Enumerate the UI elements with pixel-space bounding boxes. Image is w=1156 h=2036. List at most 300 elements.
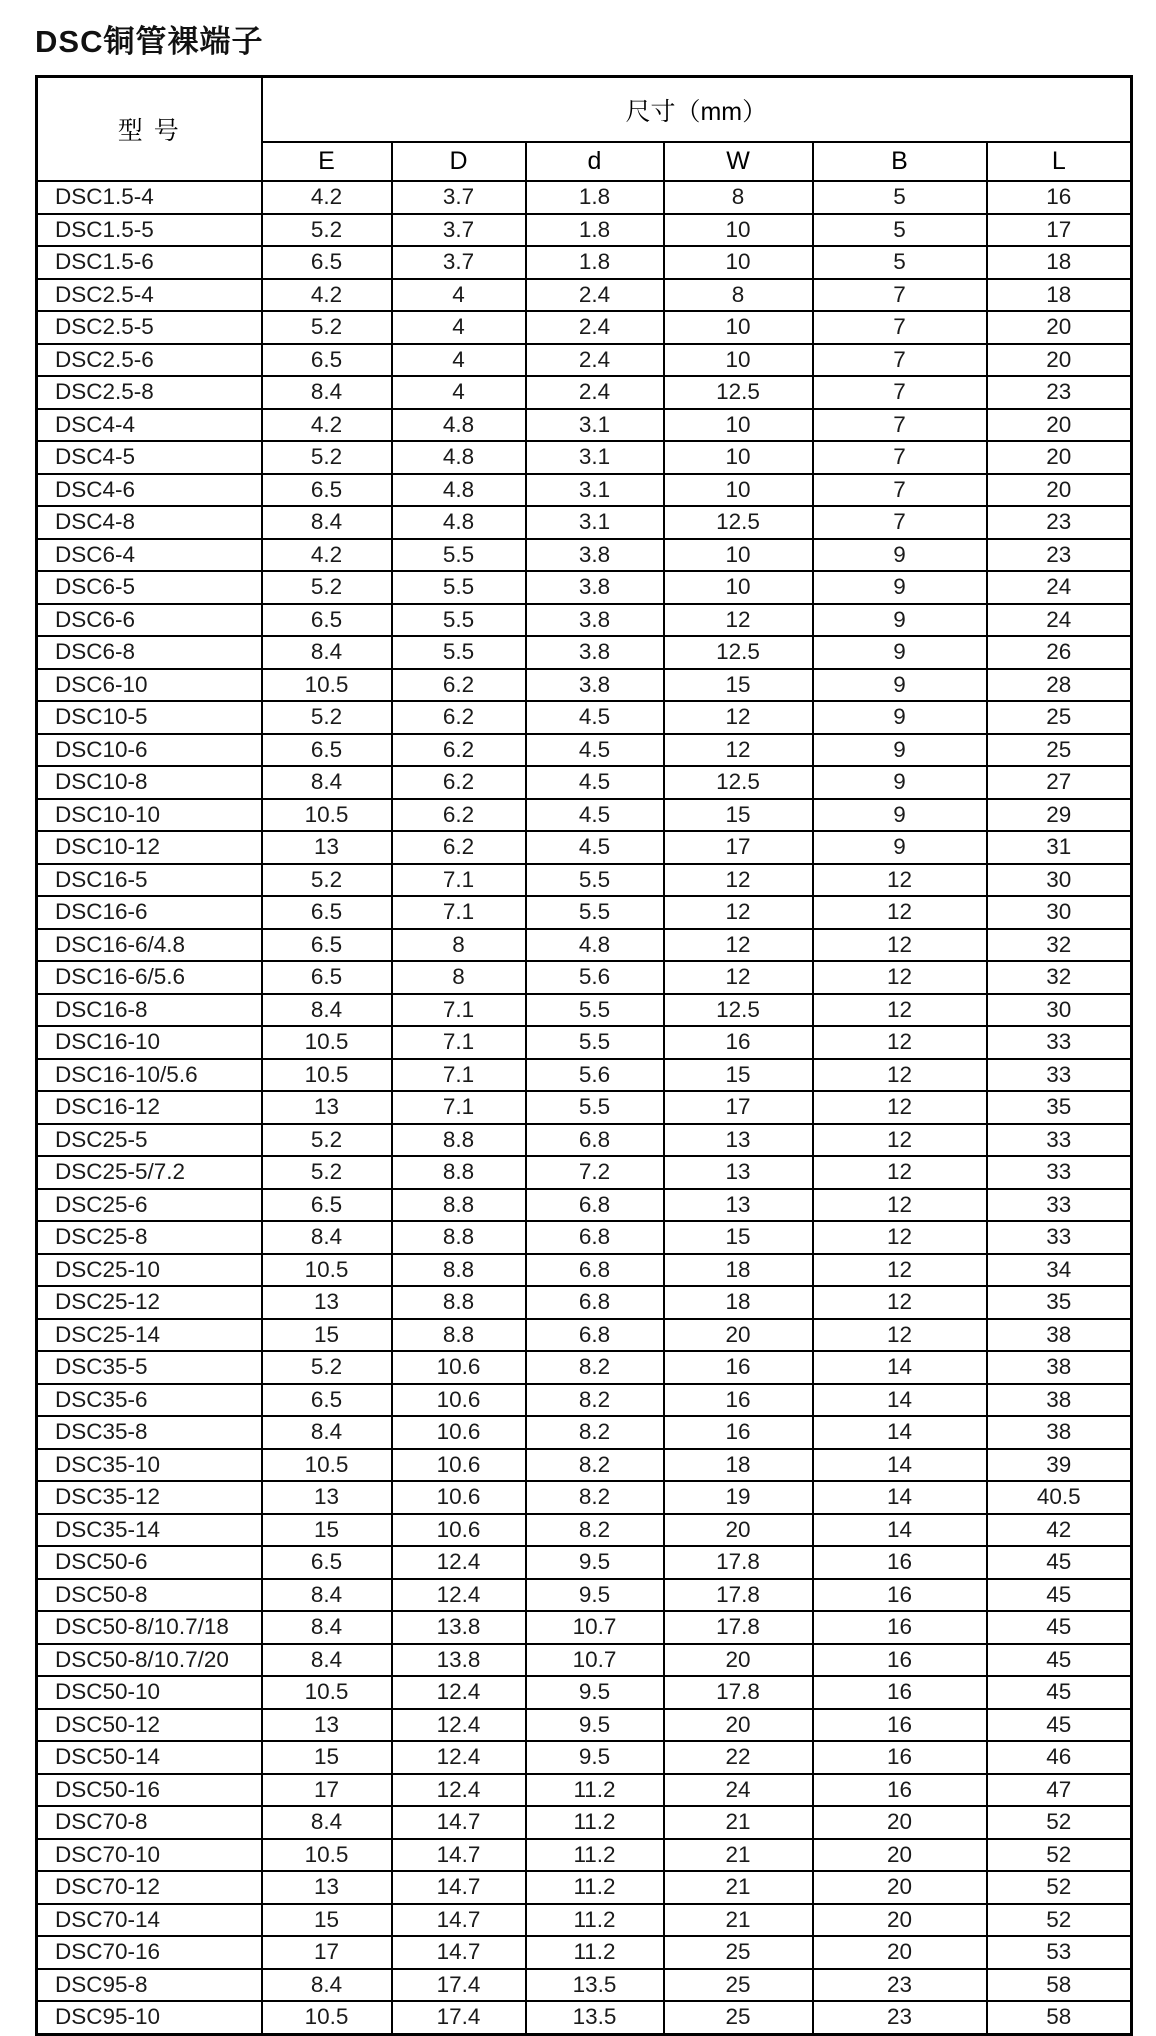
table-row bbox=[37, 1449, 1132, 1482]
value-cell-L: 35 bbox=[987, 1091, 1132, 1124]
value-cell-D: 12.4 bbox=[392, 1546, 526, 1579]
value-cell-L: 20 bbox=[987, 311, 1132, 344]
value-cell-B: 9 bbox=[813, 734, 987, 767]
value-cell-L: 16 bbox=[987, 181, 1132, 214]
value-cell-E: 5.2 bbox=[262, 1124, 392, 1157]
table-row bbox=[37, 2001, 1132, 2034]
value-cell-D: 12.4 bbox=[392, 1579, 526, 1612]
value-cell-L: 45 bbox=[987, 1709, 1132, 1742]
value-cell-d: 2.4 bbox=[526, 311, 664, 344]
table-row bbox=[37, 1286, 1132, 1319]
value-cell-L: 30 bbox=[987, 896, 1132, 929]
value-cell-W: 10 bbox=[664, 441, 813, 474]
value-cell-L: 30 bbox=[987, 994, 1132, 1027]
value-cell-B: 20 bbox=[813, 1904, 987, 1937]
value-cell-B: 16 bbox=[813, 1579, 987, 1612]
value-cell-E: 10.5 bbox=[262, 2001, 392, 2034]
value-cell-E: 8.4 bbox=[262, 994, 392, 1027]
table-row bbox=[37, 1156, 1132, 1189]
value-cell-E: 5.2 bbox=[262, 441, 392, 474]
value-cell-L: 38 bbox=[987, 1384, 1132, 1417]
value-cell-d: 5.5 bbox=[526, 994, 664, 1027]
value-cell-B: 16 bbox=[813, 1774, 987, 1807]
value-cell-d: 3.8 bbox=[526, 669, 664, 702]
value-cell-B: 5 bbox=[813, 181, 987, 214]
value-cell-E: 5.2 bbox=[262, 864, 392, 897]
value-cell-E: 10.5 bbox=[262, 1449, 392, 1482]
value-cell-d: 4.5 bbox=[526, 734, 664, 767]
value-cell-L: 24 bbox=[987, 604, 1132, 637]
value-cell-B: 7 bbox=[813, 311, 987, 344]
table-row bbox=[37, 1481, 1132, 1514]
value-cell-W: 13 bbox=[664, 1189, 813, 1222]
value-cell-D: 8.8 bbox=[392, 1319, 526, 1352]
table-row bbox=[37, 279, 1132, 312]
value-cell-L: 38 bbox=[987, 1416, 1132, 1449]
value-cell-D: 14.7 bbox=[392, 1806, 526, 1839]
value-cell-W: 18 bbox=[664, 1286, 813, 1319]
model-cell: DSC6-4 bbox=[37, 539, 262, 572]
model-cell: DSC2.5-4 bbox=[37, 279, 262, 312]
value-cell-d: 9.5 bbox=[526, 1676, 664, 1709]
value-cell-E: 10.5 bbox=[262, 1059, 392, 1092]
value-cell-B: 20 bbox=[813, 1936, 987, 1969]
table-row bbox=[37, 246, 1132, 279]
value-cell-L: 26 bbox=[987, 636, 1132, 669]
table-row bbox=[37, 799, 1132, 832]
value-cell-E: 5.2 bbox=[262, 701, 392, 734]
model-cell: DSC16-8 bbox=[37, 994, 262, 1027]
model-cell: DSC35-6 bbox=[37, 1384, 262, 1417]
value-cell-D: 8.8 bbox=[392, 1124, 526, 1157]
value-cell-B: 7 bbox=[813, 344, 987, 377]
table-row bbox=[37, 864, 1132, 897]
value-cell-D: 5.5 bbox=[392, 636, 526, 669]
model-cell: DSC95-10 bbox=[37, 2001, 262, 2034]
value-cell-D: 5.5 bbox=[392, 539, 526, 572]
model-cell: DSC50-8 bbox=[37, 1579, 262, 1612]
value-cell-B: 12 bbox=[813, 1091, 987, 1124]
model-cell: DSC6-6 bbox=[37, 604, 262, 637]
value-cell-L: 30 bbox=[987, 864, 1132, 897]
table-row bbox=[37, 1416, 1132, 1449]
value-cell-d: 9.5 bbox=[526, 1709, 664, 1742]
value-cell-B: 14 bbox=[813, 1416, 987, 1449]
value-cell-L: 23 bbox=[987, 376, 1132, 409]
value-cell-D: 7.1 bbox=[392, 1059, 526, 1092]
value-cell-E: 8.4 bbox=[262, 1644, 392, 1677]
model-cell: DSC50-8/10.7/18 bbox=[37, 1611, 262, 1644]
value-cell-d: 8.2 bbox=[526, 1416, 664, 1449]
value-cell-W: 16 bbox=[664, 1416, 813, 1449]
model-cell: DSC10-8 bbox=[37, 766, 262, 799]
value-cell-W: 12.5 bbox=[664, 376, 813, 409]
value-cell-d: 5.6 bbox=[526, 1059, 664, 1092]
value-cell-D: 10.6 bbox=[392, 1514, 526, 1547]
table-row bbox=[37, 1384, 1132, 1417]
value-cell-D: 4 bbox=[392, 344, 526, 377]
value-cell-d: 3.8 bbox=[526, 571, 664, 604]
value-cell-E: 8.4 bbox=[262, 636, 392, 669]
value-cell-E: 6.5 bbox=[262, 1189, 392, 1222]
table-row bbox=[37, 994, 1132, 1027]
value-cell-B: 16 bbox=[813, 1741, 987, 1774]
value-cell-D: 4 bbox=[392, 376, 526, 409]
value-cell-d: 2.4 bbox=[526, 376, 664, 409]
value-cell-E: 8.4 bbox=[262, 766, 392, 799]
value-cell-W: 12 bbox=[664, 896, 813, 929]
table-row bbox=[37, 1026, 1132, 1059]
column-header-B: B bbox=[813, 142, 987, 181]
value-cell-B: 7 bbox=[813, 441, 987, 474]
value-cell-B: 7 bbox=[813, 409, 987, 442]
value-cell-D: 17.4 bbox=[392, 1969, 526, 2002]
value-cell-D: 4.8 bbox=[392, 441, 526, 474]
value-cell-W: 17.8 bbox=[664, 1579, 813, 1612]
value-cell-W: 12 bbox=[664, 929, 813, 962]
model-cell: DSC2.5-6 bbox=[37, 344, 262, 377]
value-cell-W: 22 bbox=[664, 1741, 813, 1774]
value-cell-D: 8.8 bbox=[392, 1189, 526, 1222]
value-cell-d: 11.2 bbox=[526, 1871, 664, 1904]
value-cell-D: 3.7 bbox=[392, 214, 526, 247]
table-row bbox=[37, 1546, 1132, 1579]
value-cell-B: 12 bbox=[813, 1026, 987, 1059]
value-cell-d: 13.5 bbox=[526, 1969, 664, 2002]
model-cell: DSC6-8 bbox=[37, 636, 262, 669]
value-cell-B: 14 bbox=[813, 1351, 987, 1384]
value-cell-L: 45 bbox=[987, 1611, 1132, 1644]
value-cell-E: 10.5 bbox=[262, 1254, 392, 1287]
value-cell-E: 8.4 bbox=[262, 1416, 392, 1449]
model-cell: DSC16-5 bbox=[37, 864, 262, 897]
model-cell: DSC25-12 bbox=[37, 1286, 262, 1319]
table-row bbox=[37, 1254, 1132, 1287]
value-cell-d: 8.2 bbox=[526, 1384, 664, 1417]
model-cell: DSC50-12 bbox=[37, 1709, 262, 1742]
value-cell-D: 14.7 bbox=[392, 1871, 526, 1904]
value-cell-D: 13.8 bbox=[392, 1611, 526, 1644]
value-cell-L: 42 bbox=[987, 1514, 1132, 1547]
value-cell-D: 4 bbox=[392, 311, 526, 344]
value-cell-d: 4.5 bbox=[526, 701, 664, 734]
value-cell-E: 10.5 bbox=[262, 1839, 392, 1872]
value-cell-B: 12 bbox=[813, 1286, 987, 1319]
value-cell-L: 52 bbox=[987, 1904, 1132, 1937]
table-row bbox=[37, 1091, 1132, 1124]
value-cell-d: 1.8 bbox=[526, 181, 664, 214]
value-cell-B: 12 bbox=[813, 896, 987, 929]
value-cell-B: 12 bbox=[813, 1059, 987, 1092]
value-cell-d: 6.8 bbox=[526, 1319, 664, 1352]
model-cell: DSC6-5 bbox=[37, 571, 262, 604]
model-cell: DSC70-12 bbox=[37, 1871, 262, 1904]
value-cell-L: 20 bbox=[987, 441, 1132, 474]
value-cell-L: 38 bbox=[987, 1351, 1132, 1384]
table-row bbox=[37, 344, 1132, 377]
value-cell-E: 6.5 bbox=[262, 474, 392, 507]
value-cell-d: 9.5 bbox=[526, 1579, 664, 1612]
value-cell-d: 3.8 bbox=[526, 539, 664, 572]
value-cell-B: 14 bbox=[813, 1514, 987, 1547]
value-cell-E: 6.5 bbox=[262, 1546, 392, 1579]
value-cell-E: 13 bbox=[262, 1871, 392, 1904]
value-cell-L: 28 bbox=[987, 669, 1132, 702]
value-cell-B: 14 bbox=[813, 1449, 987, 1482]
value-cell-L: 33 bbox=[987, 1156, 1132, 1189]
model-cell: DSC6-10 bbox=[37, 669, 262, 702]
value-cell-W: 21 bbox=[664, 1839, 813, 1872]
value-cell-L: 53 bbox=[987, 1936, 1132, 1969]
value-cell-B: 5 bbox=[813, 214, 987, 247]
value-cell-W: 10 bbox=[664, 409, 813, 442]
value-cell-W: 17.8 bbox=[664, 1611, 813, 1644]
table-row bbox=[37, 474, 1132, 507]
value-cell-L: 25 bbox=[987, 701, 1132, 734]
value-cell-W: 25 bbox=[664, 1936, 813, 1969]
model-cell: DSC16-6/4.8 bbox=[37, 929, 262, 962]
value-cell-W: 20 bbox=[664, 1709, 813, 1742]
value-cell-d: 10.7 bbox=[526, 1611, 664, 1644]
value-cell-W: 20 bbox=[664, 1319, 813, 1352]
table-header bbox=[37, 77, 1132, 182]
value-cell-B: 23 bbox=[813, 1969, 987, 2002]
table-row bbox=[37, 539, 1132, 572]
value-cell-L: 33 bbox=[987, 1221, 1132, 1254]
table-row bbox=[37, 506, 1132, 539]
table-row bbox=[37, 1351, 1132, 1384]
model-cell: DSC35-10 bbox=[37, 1449, 262, 1482]
value-cell-W: 18 bbox=[664, 1254, 813, 1287]
value-cell-L: 20 bbox=[987, 344, 1132, 377]
value-cell-W: 12.5 bbox=[664, 506, 813, 539]
value-cell-L: 47 bbox=[987, 1774, 1132, 1807]
value-cell-d: 3.8 bbox=[526, 636, 664, 669]
column-header-W: W bbox=[664, 142, 813, 181]
value-cell-W: 17.8 bbox=[664, 1546, 813, 1579]
value-cell-L: 24 bbox=[987, 571, 1132, 604]
table-row bbox=[37, 1319, 1132, 1352]
value-cell-d: 4.5 bbox=[526, 766, 664, 799]
value-cell-B: 9 bbox=[813, 571, 987, 604]
value-cell-d: 3.1 bbox=[526, 506, 664, 539]
value-cell-d: 5.5 bbox=[526, 1026, 664, 1059]
value-cell-B: 9 bbox=[813, 669, 987, 702]
value-cell-D: 8 bbox=[392, 929, 526, 962]
model-cell: DSC50-16 bbox=[37, 1774, 262, 1807]
value-cell-d: 3.1 bbox=[526, 474, 664, 507]
value-cell-E: 4.2 bbox=[262, 181, 392, 214]
value-cell-D: 12.4 bbox=[392, 1676, 526, 1709]
value-cell-d: 4.5 bbox=[526, 831, 664, 864]
value-cell-L: 58 bbox=[987, 2001, 1132, 2034]
value-cell-E: 6.5 bbox=[262, 896, 392, 929]
value-cell-W: 21 bbox=[664, 1871, 813, 1904]
value-cell-E: 5.2 bbox=[262, 571, 392, 604]
value-cell-B: 9 bbox=[813, 766, 987, 799]
model-cell: DSC1.5-5 bbox=[37, 214, 262, 247]
value-cell-E: 4.2 bbox=[262, 409, 392, 442]
value-cell-d: 1.8 bbox=[526, 214, 664, 247]
dimension-spec-table bbox=[35, 75, 1133, 2036]
value-cell-W: 25 bbox=[664, 2001, 813, 2034]
value-cell-W: 16 bbox=[664, 1384, 813, 1417]
table-row bbox=[37, 766, 1132, 799]
value-cell-E: 5.2 bbox=[262, 214, 392, 247]
value-cell-W: 15 bbox=[664, 799, 813, 832]
value-cell-D: 3.7 bbox=[392, 246, 526, 279]
table-row bbox=[37, 311, 1132, 344]
table-row bbox=[37, 1904, 1132, 1937]
table-row bbox=[37, 896, 1132, 929]
value-cell-B: 12 bbox=[813, 961, 987, 994]
table-row bbox=[37, 181, 1132, 214]
value-cell-B: 12 bbox=[813, 929, 987, 962]
value-cell-E: 4.2 bbox=[262, 539, 392, 572]
table-row bbox=[37, 1936, 1132, 1969]
value-cell-W: 17 bbox=[664, 1091, 813, 1124]
table-row bbox=[37, 636, 1132, 669]
value-cell-d: 6.8 bbox=[526, 1286, 664, 1319]
value-cell-W: 21 bbox=[664, 1806, 813, 1839]
value-cell-B: 9 bbox=[813, 636, 987, 669]
value-cell-L: 18 bbox=[987, 246, 1132, 279]
value-cell-d: 3.8 bbox=[526, 604, 664, 637]
value-cell-E: 6.5 bbox=[262, 734, 392, 767]
value-cell-W: 8 bbox=[664, 279, 813, 312]
value-cell-d: 6.8 bbox=[526, 1221, 664, 1254]
value-cell-L: 35 bbox=[987, 1286, 1132, 1319]
value-cell-W: 21 bbox=[664, 1904, 813, 1937]
value-cell-L: 45 bbox=[987, 1546, 1132, 1579]
value-cell-B: 9 bbox=[813, 701, 987, 734]
model-cell: DSC2.5-5 bbox=[37, 311, 262, 344]
value-cell-D: 8.8 bbox=[392, 1221, 526, 1254]
value-cell-E: 5.2 bbox=[262, 1156, 392, 1189]
value-cell-D: 10.6 bbox=[392, 1384, 526, 1417]
value-cell-d: 1.8 bbox=[526, 246, 664, 279]
value-cell-B: 12 bbox=[813, 1189, 987, 1222]
value-cell-W: 12 bbox=[664, 701, 813, 734]
value-cell-B: 20 bbox=[813, 1839, 987, 1872]
value-cell-E: 15 bbox=[262, 1514, 392, 1547]
model-cell: DSC35-12 bbox=[37, 1481, 262, 1514]
value-cell-D: 3.7 bbox=[392, 181, 526, 214]
table-row bbox=[37, 1774, 1132, 1807]
value-cell-E: 10.5 bbox=[262, 669, 392, 702]
value-cell-D: 17.4 bbox=[392, 2001, 526, 2034]
table-row bbox=[37, 734, 1132, 767]
value-cell-L: 40.5 bbox=[987, 1481, 1132, 1514]
value-cell-W: 10 bbox=[664, 246, 813, 279]
value-cell-E: 15 bbox=[262, 1319, 392, 1352]
model-cell: DSC25-14 bbox=[37, 1319, 262, 1352]
value-cell-W: 24 bbox=[664, 1774, 813, 1807]
model-cell: DSC35-5 bbox=[37, 1351, 262, 1384]
value-cell-D: 8.8 bbox=[392, 1254, 526, 1287]
value-cell-W: 17 bbox=[664, 831, 813, 864]
value-cell-D: 7.1 bbox=[392, 1026, 526, 1059]
value-cell-d: 9.5 bbox=[526, 1546, 664, 1579]
value-cell-E: 13 bbox=[262, 1286, 392, 1319]
model-column-header: 型 号 bbox=[37, 77, 262, 182]
value-cell-d: 3.1 bbox=[526, 441, 664, 474]
value-cell-D: 7.1 bbox=[392, 864, 526, 897]
value-cell-D: 12.4 bbox=[392, 1741, 526, 1774]
table-row bbox=[37, 214, 1132, 247]
model-cell: DSC70-16 bbox=[37, 1936, 262, 1969]
page-title: DSC铜管裸端子 bbox=[35, 24, 264, 59]
value-cell-d: 11.2 bbox=[526, 1774, 664, 1807]
value-cell-d: 5.5 bbox=[526, 864, 664, 897]
value-cell-L: 38 bbox=[987, 1319, 1132, 1352]
model-cell: DSC16-6/5.6 bbox=[37, 961, 262, 994]
value-cell-L: 33 bbox=[987, 1124, 1132, 1157]
value-cell-L: 31 bbox=[987, 831, 1132, 864]
value-cell-W: 10 bbox=[664, 474, 813, 507]
value-cell-W: 10 bbox=[664, 344, 813, 377]
value-cell-E: 6.5 bbox=[262, 961, 392, 994]
table-row bbox=[37, 1709, 1132, 1742]
value-cell-B: 7 bbox=[813, 506, 987, 539]
value-cell-E: 13 bbox=[262, 831, 392, 864]
value-cell-D: 6.2 bbox=[392, 701, 526, 734]
value-cell-B: 14 bbox=[813, 1384, 987, 1417]
value-cell-D: 6.2 bbox=[392, 766, 526, 799]
table-row bbox=[37, 929, 1132, 962]
model-cell: DSC70-14 bbox=[37, 1904, 262, 1937]
value-cell-D: 4 bbox=[392, 279, 526, 312]
table-row bbox=[37, 961, 1132, 994]
value-cell-W: 13 bbox=[664, 1156, 813, 1189]
value-cell-W: 12.5 bbox=[664, 994, 813, 1027]
model-cell: DSC25-5/7.2 bbox=[37, 1156, 262, 1189]
value-cell-E: 8.4 bbox=[262, 1221, 392, 1254]
table-row bbox=[37, 1839, 1132, 1872]
header-row-group bbox=[37, 77, 1132, 143]
table-row bbox=[37, 1871, 1132, 1904]
value-cell-D: 14.7 bbox=[392, 1904, 526, 1937]
value-cell-d: 11.2 bbox=[526, 1904, 664, 1937]
value-cell-D: 12.4 bbox=[392, 1774, 526, 1807]
model-cell: DSC2.5-8 bbox=[37, 376, 262, 409]
value-cell-E: 5.2 bbox=[262, 1351, 392, 1384]
model-cell: DSC50-8/10.7/20 bbox=[37, 1644, 262, 1677]
value-cell-W: 12 bbox=[664, 604, 813, 637]
value-cell-D: 6.2 bbox=[392, 831, 526, 864]
value-cell-d: 9.5 bbox=[526, 1741, 664, 1774]
value-cell-L: 45 bbox=[987, 1644, 1132, 1677]
value-cell-d: 6.8 bbox=[526, 1124, 664, 1157]
table-row bbox=[37, 1514, 1132, 1547]
table-row bbox=[37, 1221, 1132, 1254]
value-cell-d: 11.2 bbox=[526, 1936, 664, 1969]
value-cell-d: 11.2 bbox=[526, 1806, 664, 1839]
value-cell-D: 8.8 bbox=[392, 1286, 526, 1319]
value-cell-E: 17 bbox=[262, 1774, 392, 1807]
value-cell-W: 8 bbox=[664, 181, 813, 214]
value-cell-d: 4.5 bbox=[526, 799, 664, 832]
value-cell-L: 52 bbox=[987, 1806, 1132, 1839]
value-cell-d: 2.4 bbox=[526, 279, 664, 312]
value-cell-B: 12 bbox=[813, 1254, 987, 1287]
value-cell-L: 52 bbox=[987, 1839, 1132, 1872]
value-cell-W: 15 bbox=[664, 669, 813, 702]
value-cell-D: 4.8 bbox=[392, 409, 526, 442]
value-cell-L: 34 bbox=[987, 1254, 1132, 1287]
value-cell-D: 8.8 bbox=[392, 1156, 526, 1189]
value-cell-d: 10.7 bbox=[526, 1644, 664, 1677]
